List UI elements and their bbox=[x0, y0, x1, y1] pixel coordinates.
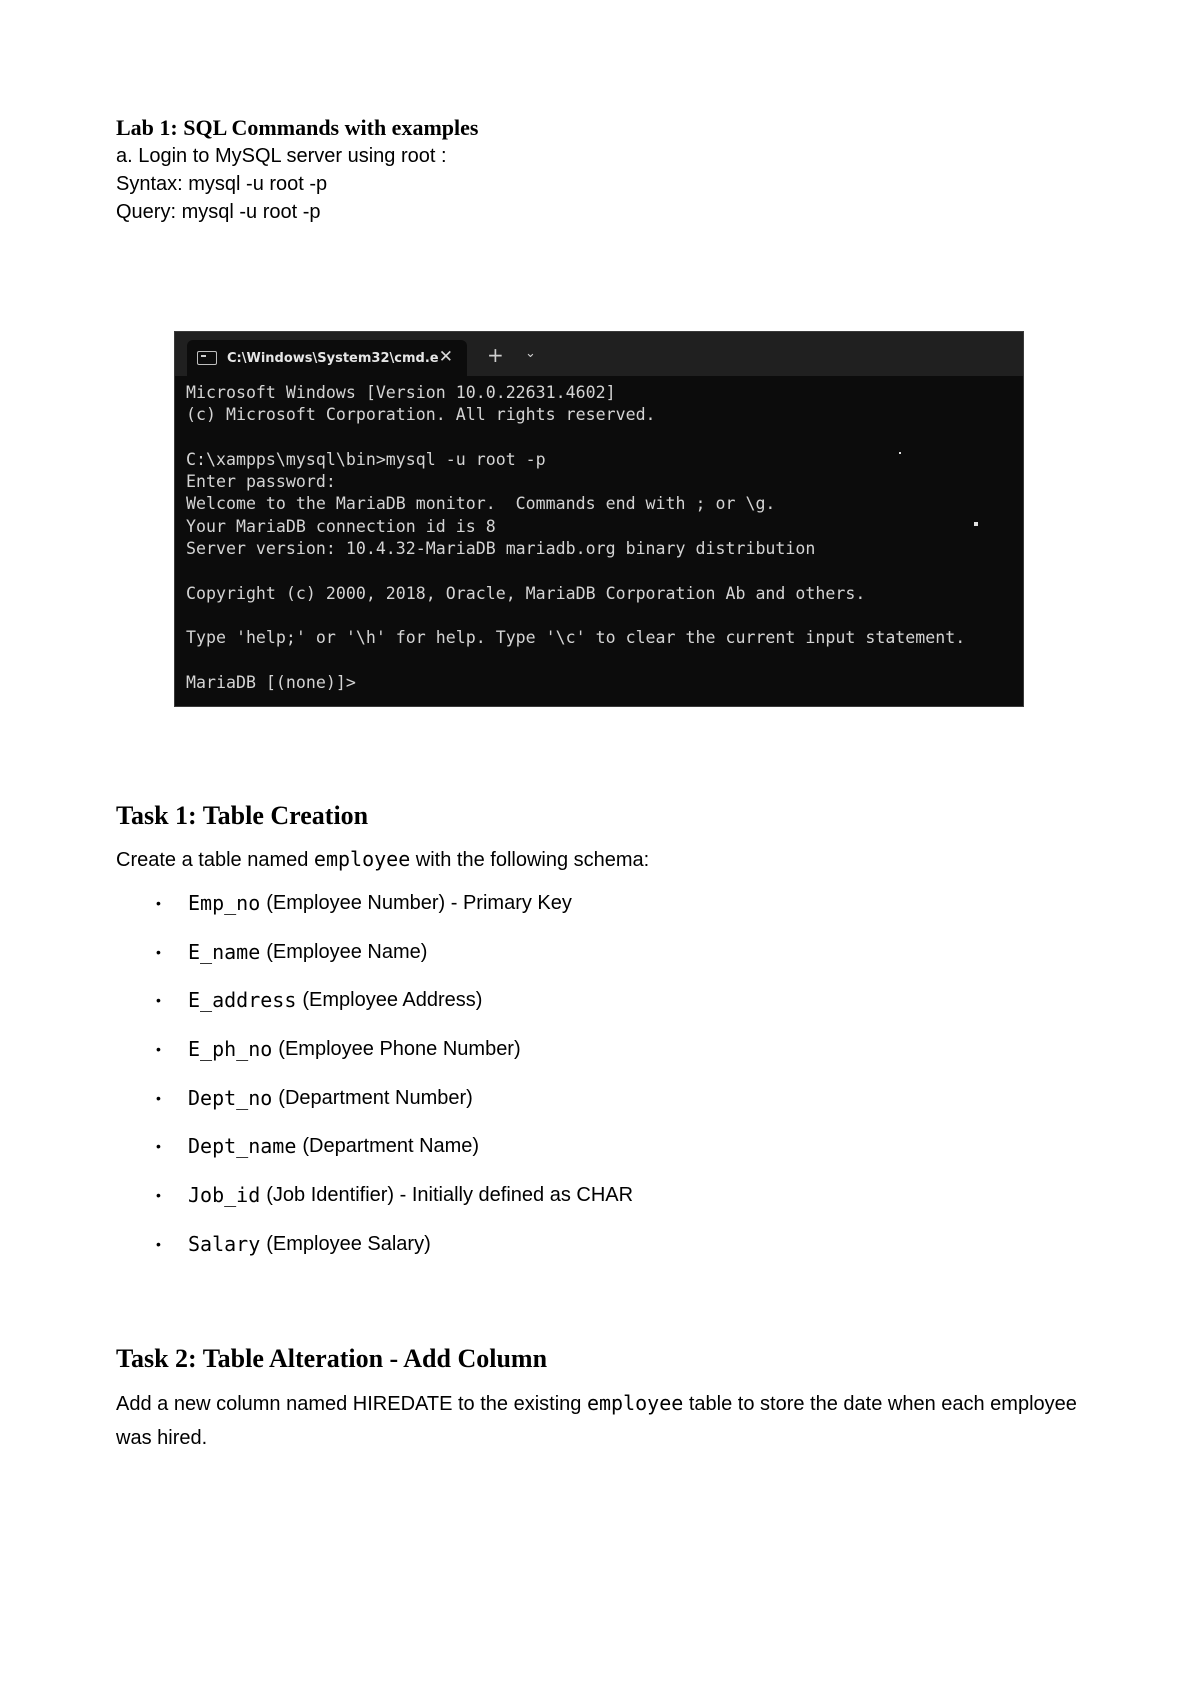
terminal-line: (c) Microsoft Corporation. All rights reserved. bbox=[186, 405, 656, 425]
terminal-line: Your MariaDB connection id is 8 bbox=[186, 516, 496, 536]
list-item bbox=[156, 1032, 633, 1081]
list-item bbox=[156, 1178, 633, 1227]
task2-intro bbox=[116, 1386, 1096, 1455]
task2-table-name: employee bbox=[586, 1391, 684, 1415]
terminal-screenshot bbox=[174, 331, 1024, 707]
query-line: Query: mysql -u root -p bbox=[116, 201, 321, 223]
field-description: (Department Name) bbox=[302, 1135, 480, 1158]
bullet-icon: • bbox=[156, 1235, 161, 1252]
terminal-tab-title: C:\Windows\System32\cmd.e bbox=[227, 350, 439, 366]
terminal-line: Type 'help;' or '\h' for help. Type '\c' to clear the current input statement. bbox=[186, 628, 966, 648]
task1-intro-text-end: with the following schema: bbox=[410, 849, 650, 871]
terminal-output bbox=[175, 376, 1023, 694]
terminal-line: Copyright (c) 2000, 2018, Oracle, MariaDB Corporation Ab and others. bbox=[186, 583, 866, 603]
field-name: Dept_name bbox=[188, 1134, 297, 1159]
field-name: Dept_no bbox=[188, 1085, 273, 1110]
field-name: E_address bbox=[188, 988, 297, 1013]
cursor-dot bbox=[974, 522, 978, 526]
field-description: (Employee Salary) bbox=[266, 1232, 431, 1255]
syntax-line: Syntax: mysql -u root -p bbox=[116, 173, 328, 195]
terminal-line: Welcome to the MariaDB monitor. Commands end with ; or \g. bbox=[186, 494, 776, 514]
field-description: (Department Number) bbox=[278, 1086, 473, 1109]
task1-intro bbox=[116, 842, 1096, 877]
list-item bbox=[156, 886, 633, 935]
terminal-line bbox=[186, 427, 1023, 449]
bullet-icon: • bbox=[156, 943, 161, 960]
bullet-icon: • bbox=[156, 1089, 161, 1106]
field-name: Salary bbox=[188, 1231, 261, 1256]
list-item bbox=[156, 1129, 633, 1178]
field-name: E_ph_no bbox=[188, 1037, 273, 1062]
lab-title: Lab 1: SQL Commands with examples bbox=[116, 115, 479, 140]
lab-header bbox=[116, 114, 1016, 226]
terminal-line bbox=[186, 650, 1023, 672]
list-item bbox=[156, 1227, 633, 1276]
terminal-line: Microsoft Windows [Version 10.0.22631.4602] bbox=[186, 383, 616, 402]
field-description: (Employee Phone Number) bbox=[278, 1038, 521, 1061]
bullet-icon: • bbox=[156, 1187, 161, 1204]
bullet-icon: • bbox=[156, 895, 161, 911]
terminal-line: Enter password: bbox=[186, 472, 336, 492]
field-name: Emp_no bbox=[188, 891, 261, 915]
task2-heading: Task 2: Table Alteration - Add Column bbox=[116, 1344, 548, 1373]
terminal-line bbox=[186, 605, 1023, 627]
field-description: (Job Identifier) - Initially defined as CHAR bbox=[266, 1184, 634, 1207]
cursor-dot bbox=[899, 452, 901, 454]
task1-table-name: employee bbox=[313, 847, 411, 871]
task1-intro-text: Create a table named bbox=[116, 849, 314, 871]
close-icon: ✕ bbox=[438, 347, 453, 367]
field-description: (Employee Number) - Primary Key bbox=[266, 892, 572, 914]
chevron-down-icon: ⌄ bbox=[525, 346, 536, 361]
list-item bbox=[156, 1081, 633, 1130]
bullet-icon: • bbox=[156, 992, 161, 1009]
cmd-icon bbox=[197, 351, 217, 365]
terminal-prompt: MariaDB [(none)]> bbox=[186, 672, 356, 692]
field-name: E_name bbox=[188, 939, 261, 964]
schema-field-list bbox=[156, 886, 633, 1276]
terminal-tab bbox=[187, 340, 467, 376]
terminal-line bbox=[186, 560, 1023, 582]
field-name: Job_id bbox=[188, 1183, 261, 1208]
list-item bbox=[156, 935, 633, 984]
task2-intro-text: Add a new column named HIREDATE to the existing bbox=[116, 1393, 587, 1415]
bullet-icon: • bbox=[156, 1041, 161, 1058]
terminal-line: C:\xampps\mysql\bin>mysql -u root -p bbox=[186, 449, 546, 469]
terminal-line: Server version: 10.4.32-MariaDB mariadb.org binary distribution bbox=[186, 539, 816, 559]
new-tab-icon: + bbox=[487, 343, 504, 367]
task2-intro-text-end: table to store the date when each employee was hired. bbox=[116, 1393, 1077, 1449]
login-instruction: a. Login to MySQL server using root : bbox=[116, 145, 447, 167]
field-description: (Employee Address) bbox=[302, 989, 483, 1012]
bullet-icon: • bbox=[156, 1138, 161, 1155]
field-description: (Employee Name) bbox=[266, 940, 428, 963]
list-item bbox=[156, 983, 633, 1032]
task1-heading: Task 1: Table Creation bbox=[116, 801, 369, 830]
terminal-tab-bar bbox=[175, 332, 1023, 376]
